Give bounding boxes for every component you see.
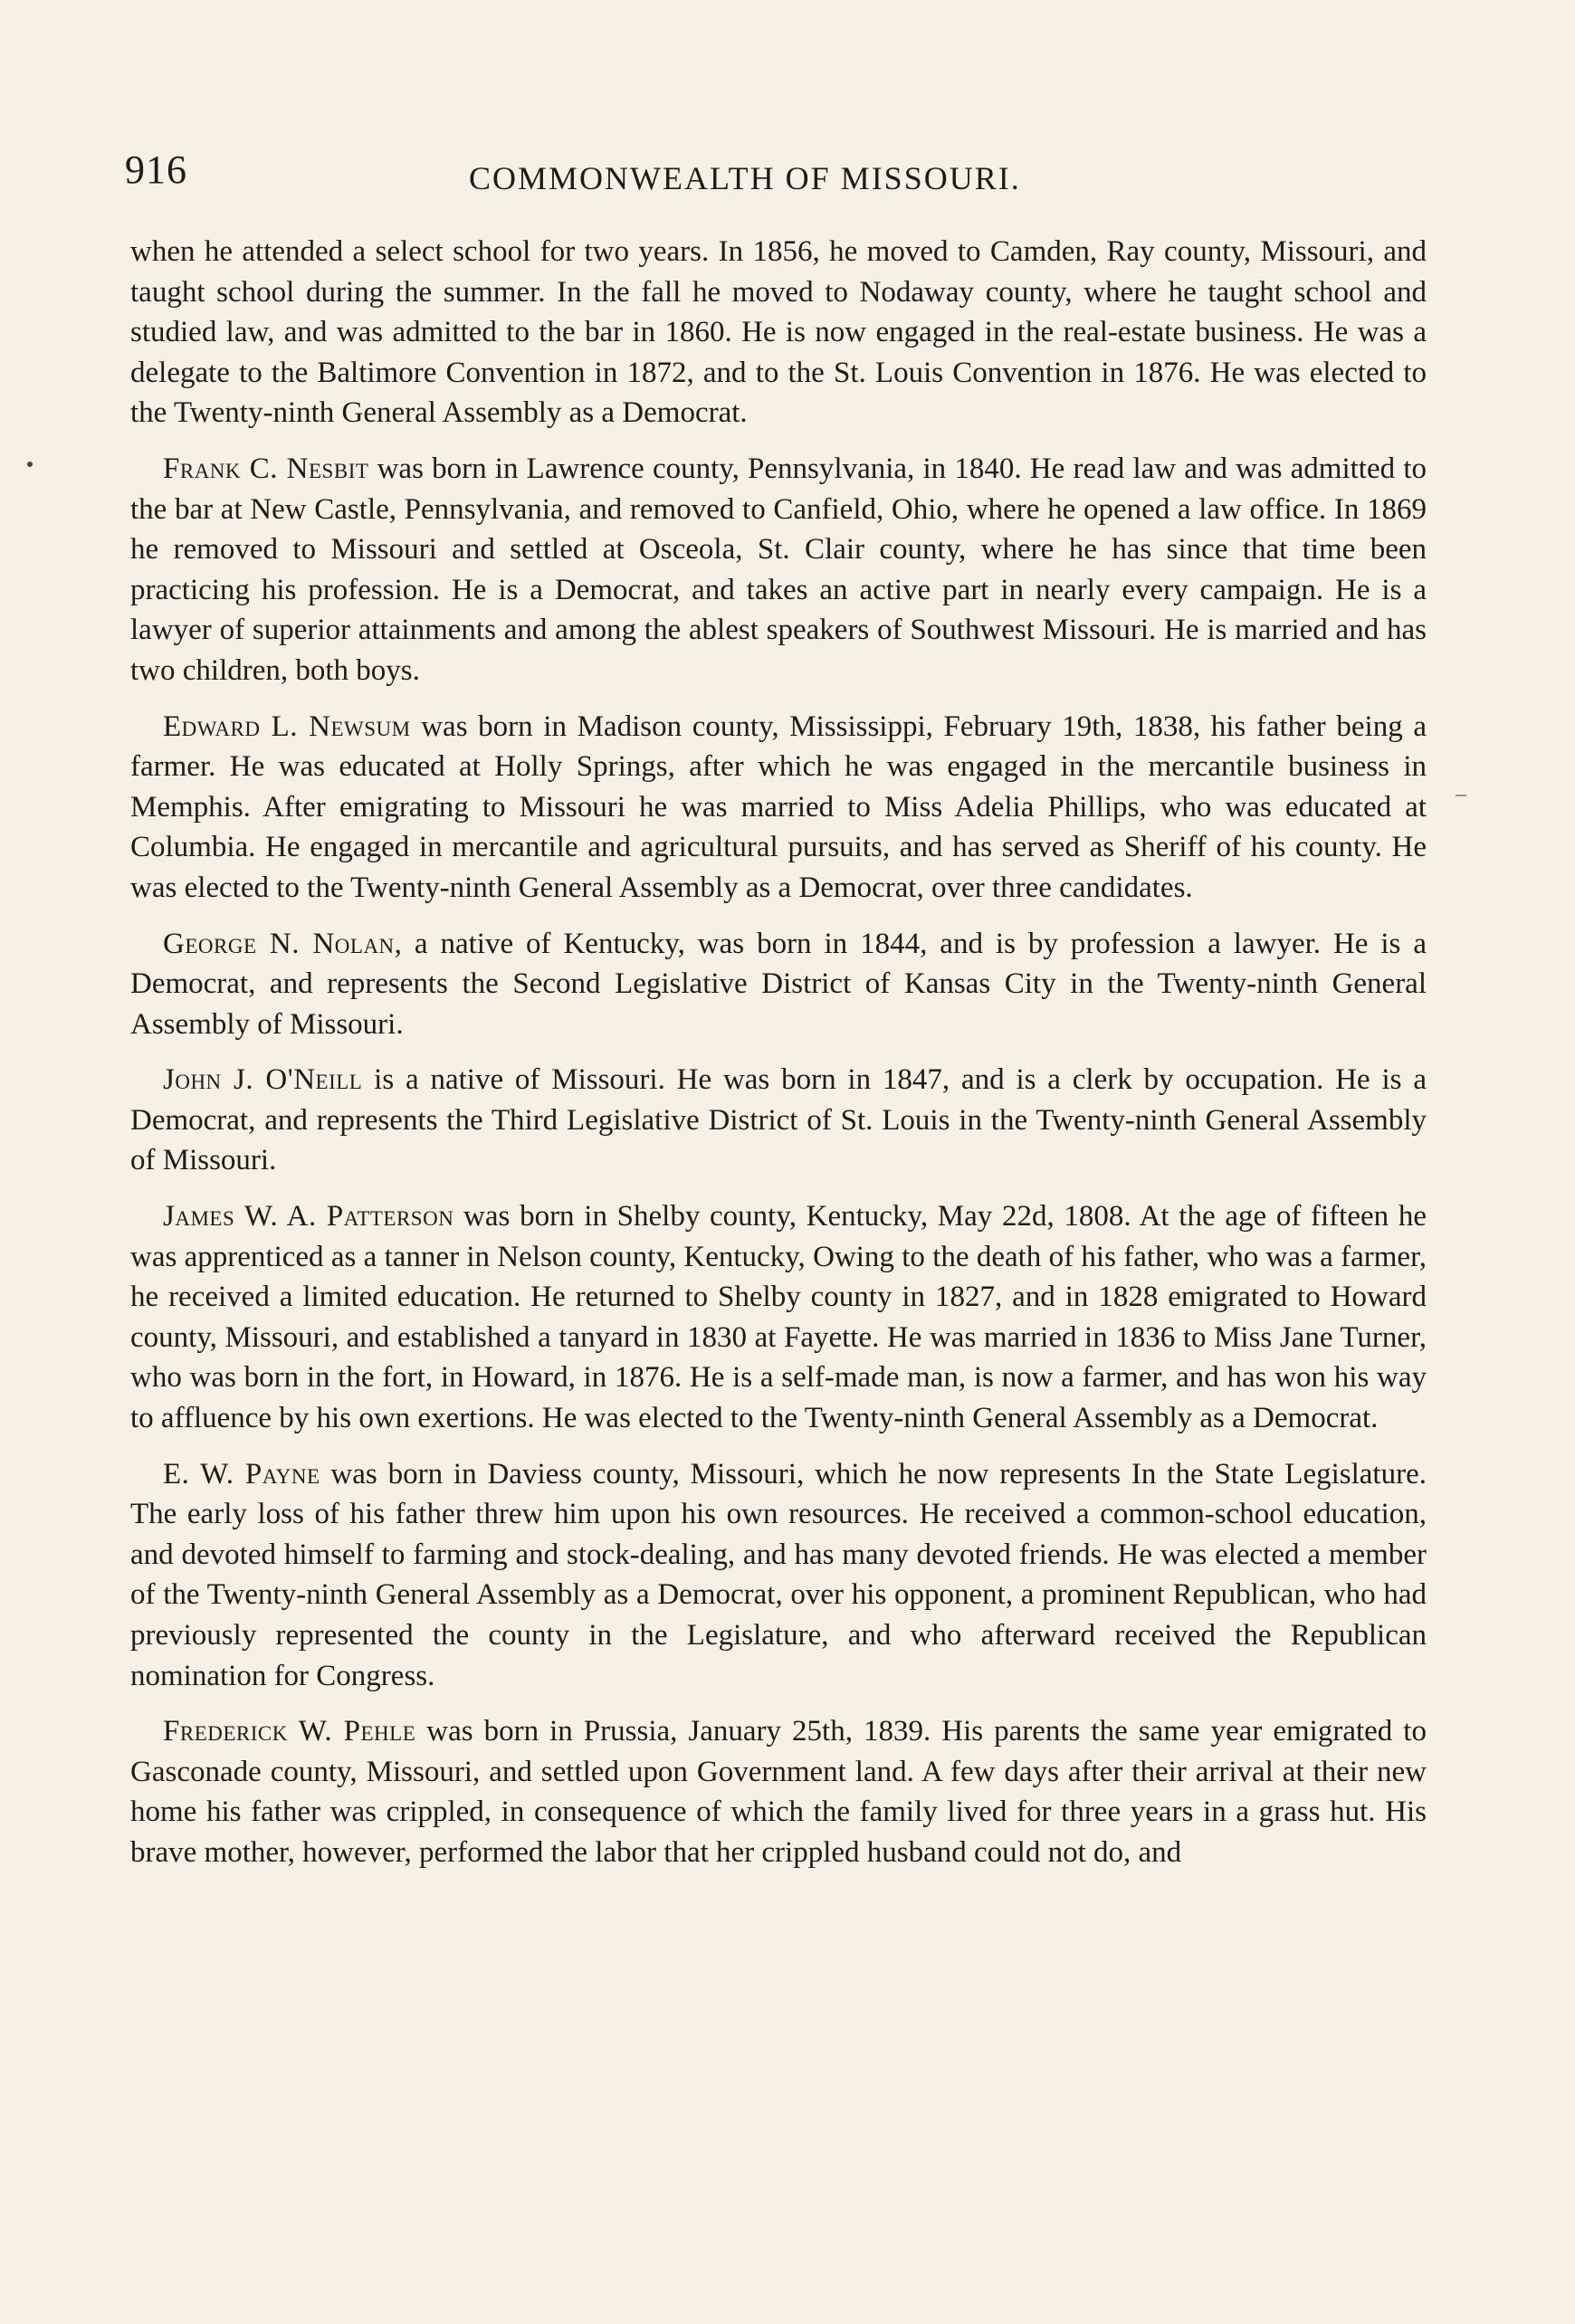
paragraph-text: was born in Prussia, January 25th, 1839. His parents the same year emigrated to Gasconade county, Missouri, and settled upon Government land. A few days after their arrival at their new home his father was crippled, in consequence of which the family lived for three years in a grass hut. His brave mother, however, performed the labor that her crippled husband could not do, and [130,1715,1427,1869]
paragraph-text: was born in Shelby county, Kentucky, May 22d, 1808. At the age of fifteen he was apprenticed as a tanner in Nelson county, Kentucky, Owing to the death of his father, who was a farmer, he received a limited education. He returned to Shelby county in 1827, and in 1828 emigrated to Howard county, Missouri, and established a tanyard in 1830 at Fayette. He was married in 1836 to Miss Jane Turner, who was born in the fort, in Howard, in 1876. He is a self-made man, is now a farmer, and has won his way to affluence by his own exertions. He was elected to the Twenty-ninth General Assembly as a Democrat. [130,1200,1427,1435]
paragraph-text: is a native of Missouri. He was born in 1847, and is a clerk by occupation. He is a Democrat, and represents the Third Legislative District of St. Louis in the Twenty-ninth General Assembly of Missouri. [130,1063,1427,1177]
paragraph-oneill [130,1060,1427,1181]
biography-name: E. W. Payne [163,1457,320,1491]
margin-tick-mark [1456,795,1466,796]
paragraph-nolan [130,924,1427,1045]
biography-name: Frank C. Nesbit [163,452,369,485]
paragraph-continuation [130,232,1427,433]
biography-name: Frederick W. Pehle [163,1715,416,1748]
biography-name: John J. O'Neill [163,1063,363,1097]
paragraph-newsum [130,707,1427,909]
paragraph-pehle [130,1711,1427,1872]
paragraph-text: was born in Lawrence county, Pennsylvania, in 1840. He read law and was admitted to the bar at New Castle, Pennsylvania, and removed to Canfield, Ohio, where he opened a law office. In 1869 he removed to Missouri and settled at Osceola, St. Clair county, where he has since that time been practicing his profession. He is a Democrat, and takes an active part in nearly every campaign. He is a lawyer of superior attainments and among the ablest speakers of Southwest Missouri. He is married and has two children, both boys. [130,452,1427,687]
paragraph-patterson [130,1196,1427,1439]
biography-name: James W. A. Patterson [163,1200,454,1233]
page-number: 916 [125,148,187,192]
margin-dot-mark [27,462,33,467]
paragraph-nesbit [130,449,1427,691]
paragraph-text: was born in Daviess county, Missouri, which he now represents In the State Legislature. The early loss of his father threw him upon his own resources. He received a common-school education, and devoted himself to farming and stock-dealing, and has many devoted friends. He was elected a member of the Twenty-ninth General Assembly as a Democrat, over his opponent, a prominent Republican, who had previously represented the county in the Legislature, and who afterward received the Republican nomination for Congress. [130,1457,1427,1692]
paragraph-text: , a native of Kentucky, was born in 1844, and is by profession a lawyer. He is a Democrat, and represents the Second Legislative District of Kansas City in the Twenty-ninth General Assembly of Missouri. [130,927,1427,1041]
paragraph-payne [130,1454,1427,1697]
running-head [125,147,1428,201]
paragraph-text: when he attended a select school for two years. In 1856, he moved to Camden, Ray county, Missouri, and taught school during the summer. In the fall he moved to Nodaway county, where he taught school and studied law, and was admitted to the bar in 1860. He is now engaged in the real-estate business. He was a delegate to the Baltimore Convention in 1872, and to the St. Louis Convention in 1876. He was elected to the Twenty-ninth General Assembly as a Democrat. [130,235,1427,430]
running-title: COMMONWEALTH OF MISSOURI. [469,160,1021,196]
biography-name: Edward L. Newsum [163,710,411,743]
biography-name: George N. Nolan [163,927,395,960]
paragraph-text: was born in Madison county, Mississippi, February 19th, 1838, his father being a farmer. He was educated at Holly Springs, after which he was engaged in the mercantile business in Memphis. After emigrating to Missouri he was married to Miss Adelia Phillips, who was educated at Columbia. He engaged in mercantile and agricultural pursuits, and has served as Sheriff of his county. He was elected to the Twenty-ninth General Assembly as a Democrat, over three candidates. [130,710,1427,904]
body-text [130,232,1427,1889]
